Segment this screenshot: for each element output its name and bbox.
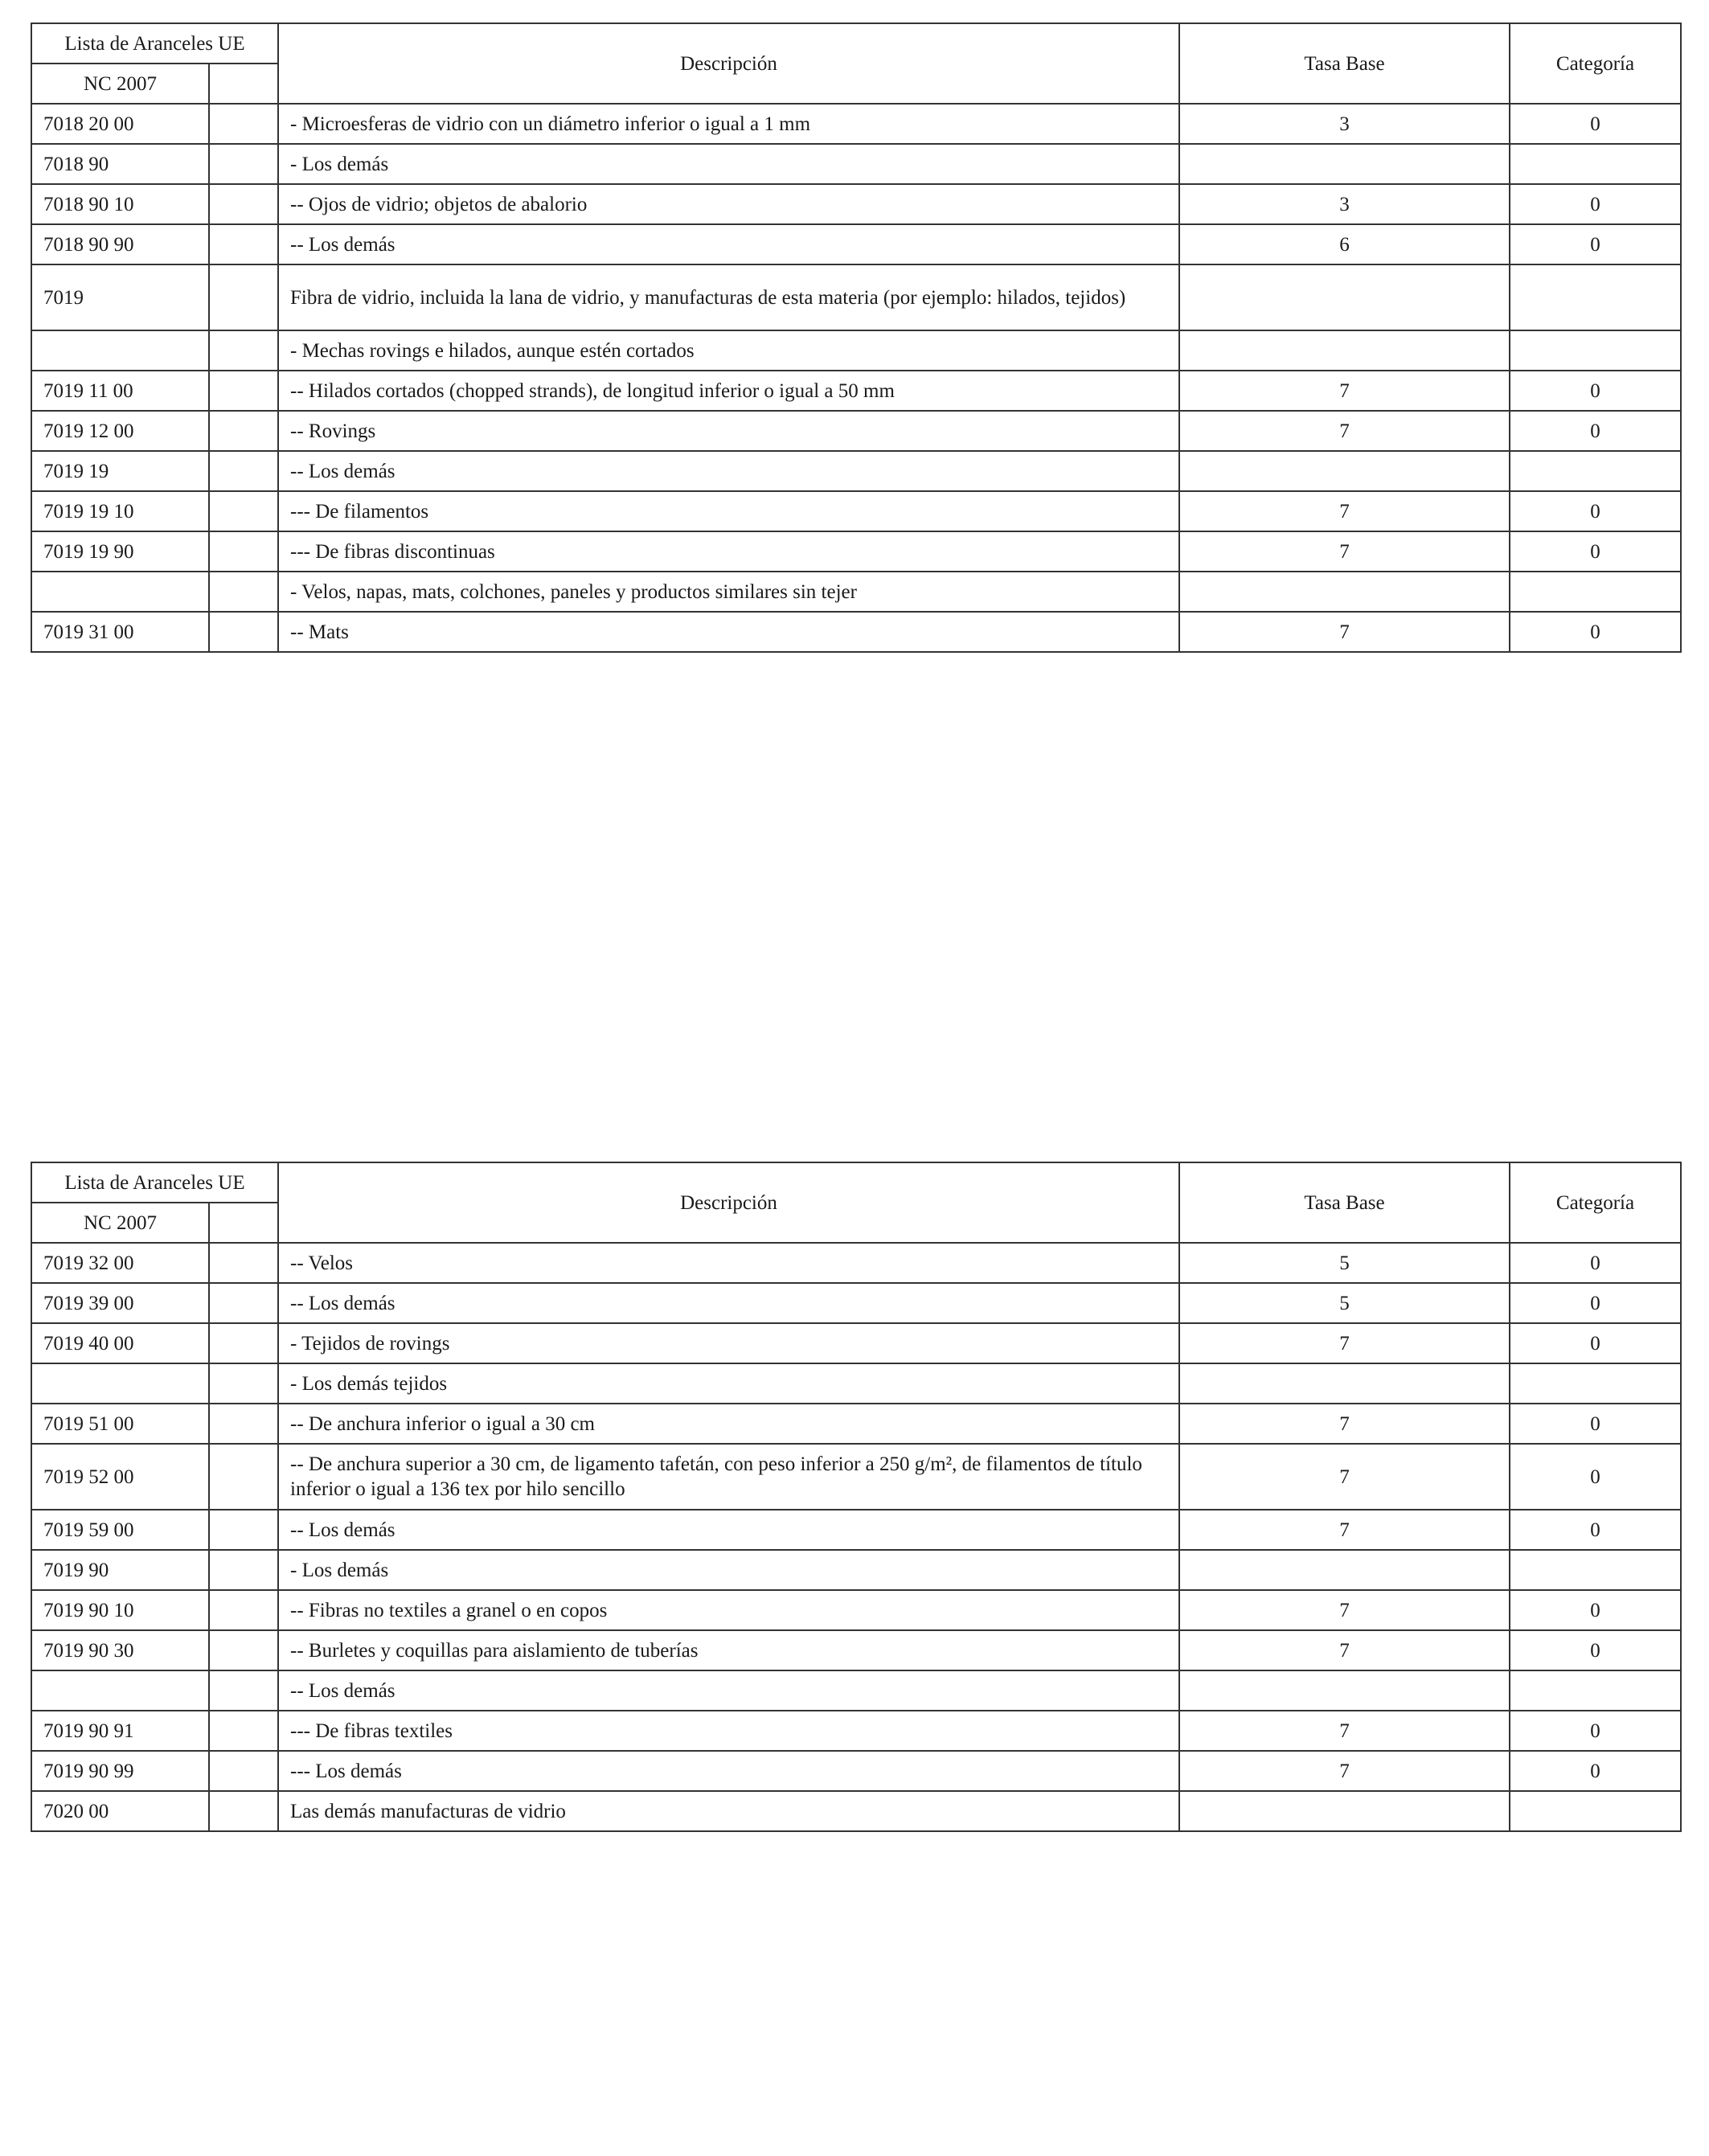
base-rate-cell xyxy=(1179,1550,1510,1590)
category-cell: 0 xyxy=(1510,104,1681,144)
description-cell: -- Velos xyxy=(278,1243,1179,1283)
sub-cell xyxy=(209,531,278,572)
code-cell: 7019 90 30 xyxy=(31,1630,209,1670)
sub-cell xyxy=(209,1404,278,1444)
category-cell: 0 xyxy=(1510,224,1681,264)
description-cell: --- De filamentos xyxy=(278,491,1179,531)
description-cell: - Los demás xyxy=(278,144,1179,184)
base-rate-cell xyxy=(1179,264,1510,330)
sub-cell xyxy=(209,1363,278,1404)
sub-cell xyxy=(209,572,278,612)
base-rate-cell: 7 xyxy=(1179,371,1510,411)
code-cell: 7018 20 00 xyxy=(31,104,209,144)
sub-cell xyxy=(209,612,278,652)
sub-cell xyxy=(209,264,278,330)
code-cell xyxy=(31,572,209,612)
base-rate-cell: 7 xyxy=(1179,1510,1510,1550)
code-cell: 7020 00 xyxy=(31,1791,209,1831)
table-row xyxy=(31,144,1681,184)
description-cell: --- De fibras textiles xyxy=(278,1711,1179,1751)
category-cell xyxy=(1510,1550,1681,1590)
base-rate-cell: 7 xyxy=(1179,1630,1510,1670)
description-cell: -- Rovings xyxy=(278,411,1179,451)
base-rate-cell xyxy=(1179,144,1510,184)
category-header: Categoría xyxy=(1510,1162,1681,1243)
table-row xyxy=(31,1323,1681,1363)
description-cell: -- Los demás xyxy=(278,1283,1179,1323)
table-row xyxy=(31,1363,1681,1404)
description-cell: -- Los demás xyxy=(278,224,1179,264)
table-row xyxy=(31,1510,1681,1550)
category-cell: 0 xyxy=(1510,1243,1681,1283)
description-cell: -- De anchura superior a 30 cm, de ligamento tafetán, con peso inferior a 250 g/m², de filamentos de título inferior o igual a 136 tex por hilo sencillo xyxy=(278,1444,1179,1510)
table-row xyxy=(31,1630,1681,1670)
category-cell xyxy=(1510,1791,1681,1831)
description-cell: -- Ojos de vidrio; objetos de abalorio xyxy=(278,184,1179,224)
base-rate-cell xyxy=(1179,1670,1510,1711)
description-cell: -- De anchura inferior o igual a 30 cm xyxy=(278,1404,1179,1444)
sub-cell xyxy=(209,1711,278,1751)
table-row xyxy=(31,531,1681,572)
table-row xyxy=(31,1751,1681,1791)
base-rate-cell: 6 xyxy=(1179,224,1510,264)
base-rate-cell xyxy=(1179,572,1510,612)
description-cell: -- Hilados cortados (chopped strands), de longitud inferior o igual a 50 mm xyxy=(278,371,1179,411)
table-row xyxy=(31,491,1681,531)
base-rate-header: Tasa Base xyxy=(1179,1162,1510,1243)
category-cell xyxy=(1510,1670,1681,1711)
sub-cell xyxy=(209,330,278,371)
sub-cell xyxy=(209,104,278,144)
nc-sub-header xyxy=(209,64,278,104)
table-row xyxy=(31,1711,1681,1751)
table-body xyxy=(31,104,1681,652)
sub-cell xyxy=(209,1791,278,1831)
category-cell: 0 xyxy=(1510,1404,1681,1444)
description-cell: -- Fibras no textiles a granel o en copos xyxy=(278,1590,1179,1630)
base-rate-cell: 7 xyxy=(1179,1590,1510,1630)
description-header: Descripción xyxy=(278,23,1179,104)
description-header: Descripción xyxy=(278,1162,1179,1243)
category-cell: 0 xyxy=(1510,411,1681,451)
category-cell: 0 xyxy=(1510,1323,1681,1363)
table-row xyxy=(31,612,1681,652)
code-cell: 7019 11 00 xyxy=(31,371,209,411)
code-cell xyxy=(31,1670,209,1711)
code-cell: 7019 12 00 xyxy=(31,411,209,451)
category-cell: 0 xyxy=(1510,1444,1681,1510)
description-cell: - Microesferas de vidrio con un diámetro inferior o igual a 1 mm xyxy=(278,104,1179,144)
base-rate-header: Tasa Base xyxy=(1179,23,1510,104)
code-cell: 7019 19 xyxy=(31,451,209,491)
category-header: Categoría xyxy=(1510,23,1681,104)
category-cell: 0 xyxy=(1510,371,1681,411)
base-rate-cell: 7 xyxy=(1179,491,1510,531)
base-rate-cell: 7 xyxy=(1179,1751,1510,1791)
code-cell: 7019 90 xyxy=(31,1550,209,1590)
base-rate-cell: 7 xyxy=(1179,612,1510,652)
sub-cell xyxy=(209,411,278,451)
sub-cell xyxy=(209,1444,278,1510)
category-cell xyxy=(1510,144,1681,184)
description-cell: - Los demás xyxy=(278,1550,1179,1590)
table-header xyxy=(31,1162,1681,1243)
table-row xyxy=(31,1791,1681,1831)
description-cell: - Tejidos de rovings xyxy=(278,1323,1179,1363)
description-cell: -- Mats xyxy=(278,612,1179,652)
base-rate-cell: 7 xyxy=(1179,1444,1510,1510)
sub-cell xyxy=(209,451,278,491)
category-cell xyxy=(1510,330,1681,371)
code-cell: 7018 90 10 xyxy=(31,184,209,224)
sub-cell xyxy=(209,1510,278,1550)
category-cell xyxy=(1510,1363,1681,1404)
code-cell: 7019 59 00 xyxy=(31,1510,209,1550)
description-cell: -- Los demás xyxy=(278,1670,1179,1711)
table-row xyxy=(31,1444,1681,1510)
description-cell: - Velos, napas, mats, colchones, paneles y productos similares sin tejer xyxy=(278,572,1179,612)
table-row xyxy=(31,1243,1681,1283)
sub-cell xyxy=(209,1751,278,1791)
code-cell: 7019 19 10 xyxy=(31,491,209,531)
code-cell: 7019 90 91 xyxy=(31,1711,209,1751)
category-cell: 0 xyxy=(1510,1510,1681,1550)
description-cell: --- De fibras discontinuas xyxy=(278,531,1179,572)
base-rate-cell xyxy=(1179,451,1510,491)
base-rate-cell xyxy=(1179,1791,1510,1831)
base-rate-cell xyxy=(1179,330,1510,371)
code-cell: 7018 90 90 xyxy=(31,224,209,264)
table-header xyxy=(31,23,1681,104)
code-cell: 7019 31 00 xyxy=(31,612,209,652)
tariff-table-1 xyxy=(31,23,1682,653)
code-cell: 7019 40 00 xyxy=(31,1323,209,1363)
base-rate-cell: 7 xyxy=(1179,1404,1510,1444)
sub-cell xyxy=(209,371,278,411)
code-cell: 7019 90 10 xyxy=(31,1590,209,1630)
table-row xyxy=(31,184,1681,224)
description-cell: - Mechas rovings e hilados, aunque estén cortados xyxy=(278,330,1179,371)
table-body xyxy=(31,1243,1681,1831)
code-cell xyxy=(31,330,209,371)
description-cell: -- Los demás xyxy=(278,451,1179,491)
sub-cell xyxy=(209,184,278,224)
table-row xyxy=(31,1590,1681,1630)
code-cell: 7019 19 90 xyxy=(31,531,209,572)
description-cell: --- Los demás xyxy=(278,1751,1179,1791)
nc-header: NC 2007 xyxy=(31,64,209,104)
base-rate-cell xyxy=(1179,1363,1510,1404)
sub-cell xyxy=(209,1590,278,1630)
sub-cell xyxy=(209,1550,278,1590)
base-rate-cell: 7 xyxy=(1179,1323,1510,1363)
code-cell: 7019 xyxy=(31,264,209,330)
table-row xyxy=(31,411,1681,451)
description-cell: -- Los demás xyxy=(278,1510,1179,1550)
table-row xyxy=(31,330,1681,371)
sub-cell xyxy=(209,1243,278,1283)
table-row xyxy=(31,371,1681,411)
category-cell: 0 xyxy=(1510,1751,1681,1791)
base-rate-cell: 3 xyxy=(1179,184,1510,224)
base-rate-cell: 5 xyxy=(1179,1243,1510,1283)
table-row xyxy=(31,1550,1681,1590)
category-cell: 0 xyxy=(1510,1630,1681,1670)
category-cell xyxy=(1510,451,1681,491)
code-cell: 7018 90 xyxy=(31,144,209,184)
tariff-table-2 xyxy=(31,1162,1682,1832)
description-cell: Las demás manufacturas de vidrio xyxy=(278,1791,1179,1831)
category-cell: 0 xyxy=(1510,531,1681,572)
nc-sub-header xyxy=(209,1203,278,1243)
base-rate-cell: 5 xyxy=(1179,1283,1510,1323)
category-cell: 0 xyxy=(1510,1283,1681,1323)
category-cell: 0 xyxy=(1510,491,1681,531)
table-row xyxy=(31,104,1681,144)
category-cell: 0 xyxy=(1510,1590,1681,1630)
description-cell: -- Burletes y coquillas para aislamiento de tuberías xyxy=(278,1630,1179,1670)
sub-cell xyxy=(209,1630,278,1670)
sub-cell xyxy=(209,491,278,531)
category-cell xyxy=(1510,264,1681,330)
category-cell xyxy=(1510,572,1681,612)
base-rate-cell: 7 xyxy=(1179,531,1510,572)
base-rate-cell: 3 xyxy=(1179,104,1510,144)
code-cell: 7019 51 00 xyxy=(31,1404,209,1444)
sub-cell xyxy=(209,224,278,264)
base-rate-cell: 7 xyxy=(1179,1711,1510,1751)
sub-cell xyxy=(209,1323,278,1363)
description-cell: - Los demás tejidos xyxy=(278,1363,1179,1404)
sub-cell xyxy=(209,1670,278,1711)
nc-header: NC 2007 xyxy=(31,1203,209,1243)
list-header: Lista de Aranceles UE xyxy=(31,1162,278,1203)
sub-cell xyxy=(209,144,278,184)
table-row xyxy=(31,1404,1681,1444)
base-rate-cell: 7 xyxy=(1179,411,1510,451)
table-row xyxy=(31,1670,1681,1711)
code-cell: 7019 32 00 xyxy=(31,1243,209,1283)
code-cell xyxy=(31,1363,209,1404)
table-row xyxy=(31,264,1681,330)
sub-cell xyxy=(209,1283,278,1323)
description-cell: Fibra de vidrio, incluida la lana de vidrio, y manufacturas de esta materia (por ejemplo: hilados, tejidos) xyxy=(278,264,1179,330)
code-cell: 7019 39 00 xyxy=(31,1283,209,1323)
code-cell: 7019 90 99 xyxy=(31,1751,209,1791)
list-header: Lista de Aranceles UE xyxy=(31,23,278,64)
code-cell: 7019 52 00 xyxy=(31,1444,209,1510)
category-cell: 0 xyxy=(1510,1711,1681,1751)
category-cell: 0 xyxy=(1510,612,1681,652)
category-cell: 0 xyxy=(1510,184,1681,224)
table-row xyxy=(31,451,1681,491)
table-row xyxy=(31,224,1681,264)
table-row xyxy=(31,1283,1681,1323)
table-row xyxy=(31,572,1681,612)
